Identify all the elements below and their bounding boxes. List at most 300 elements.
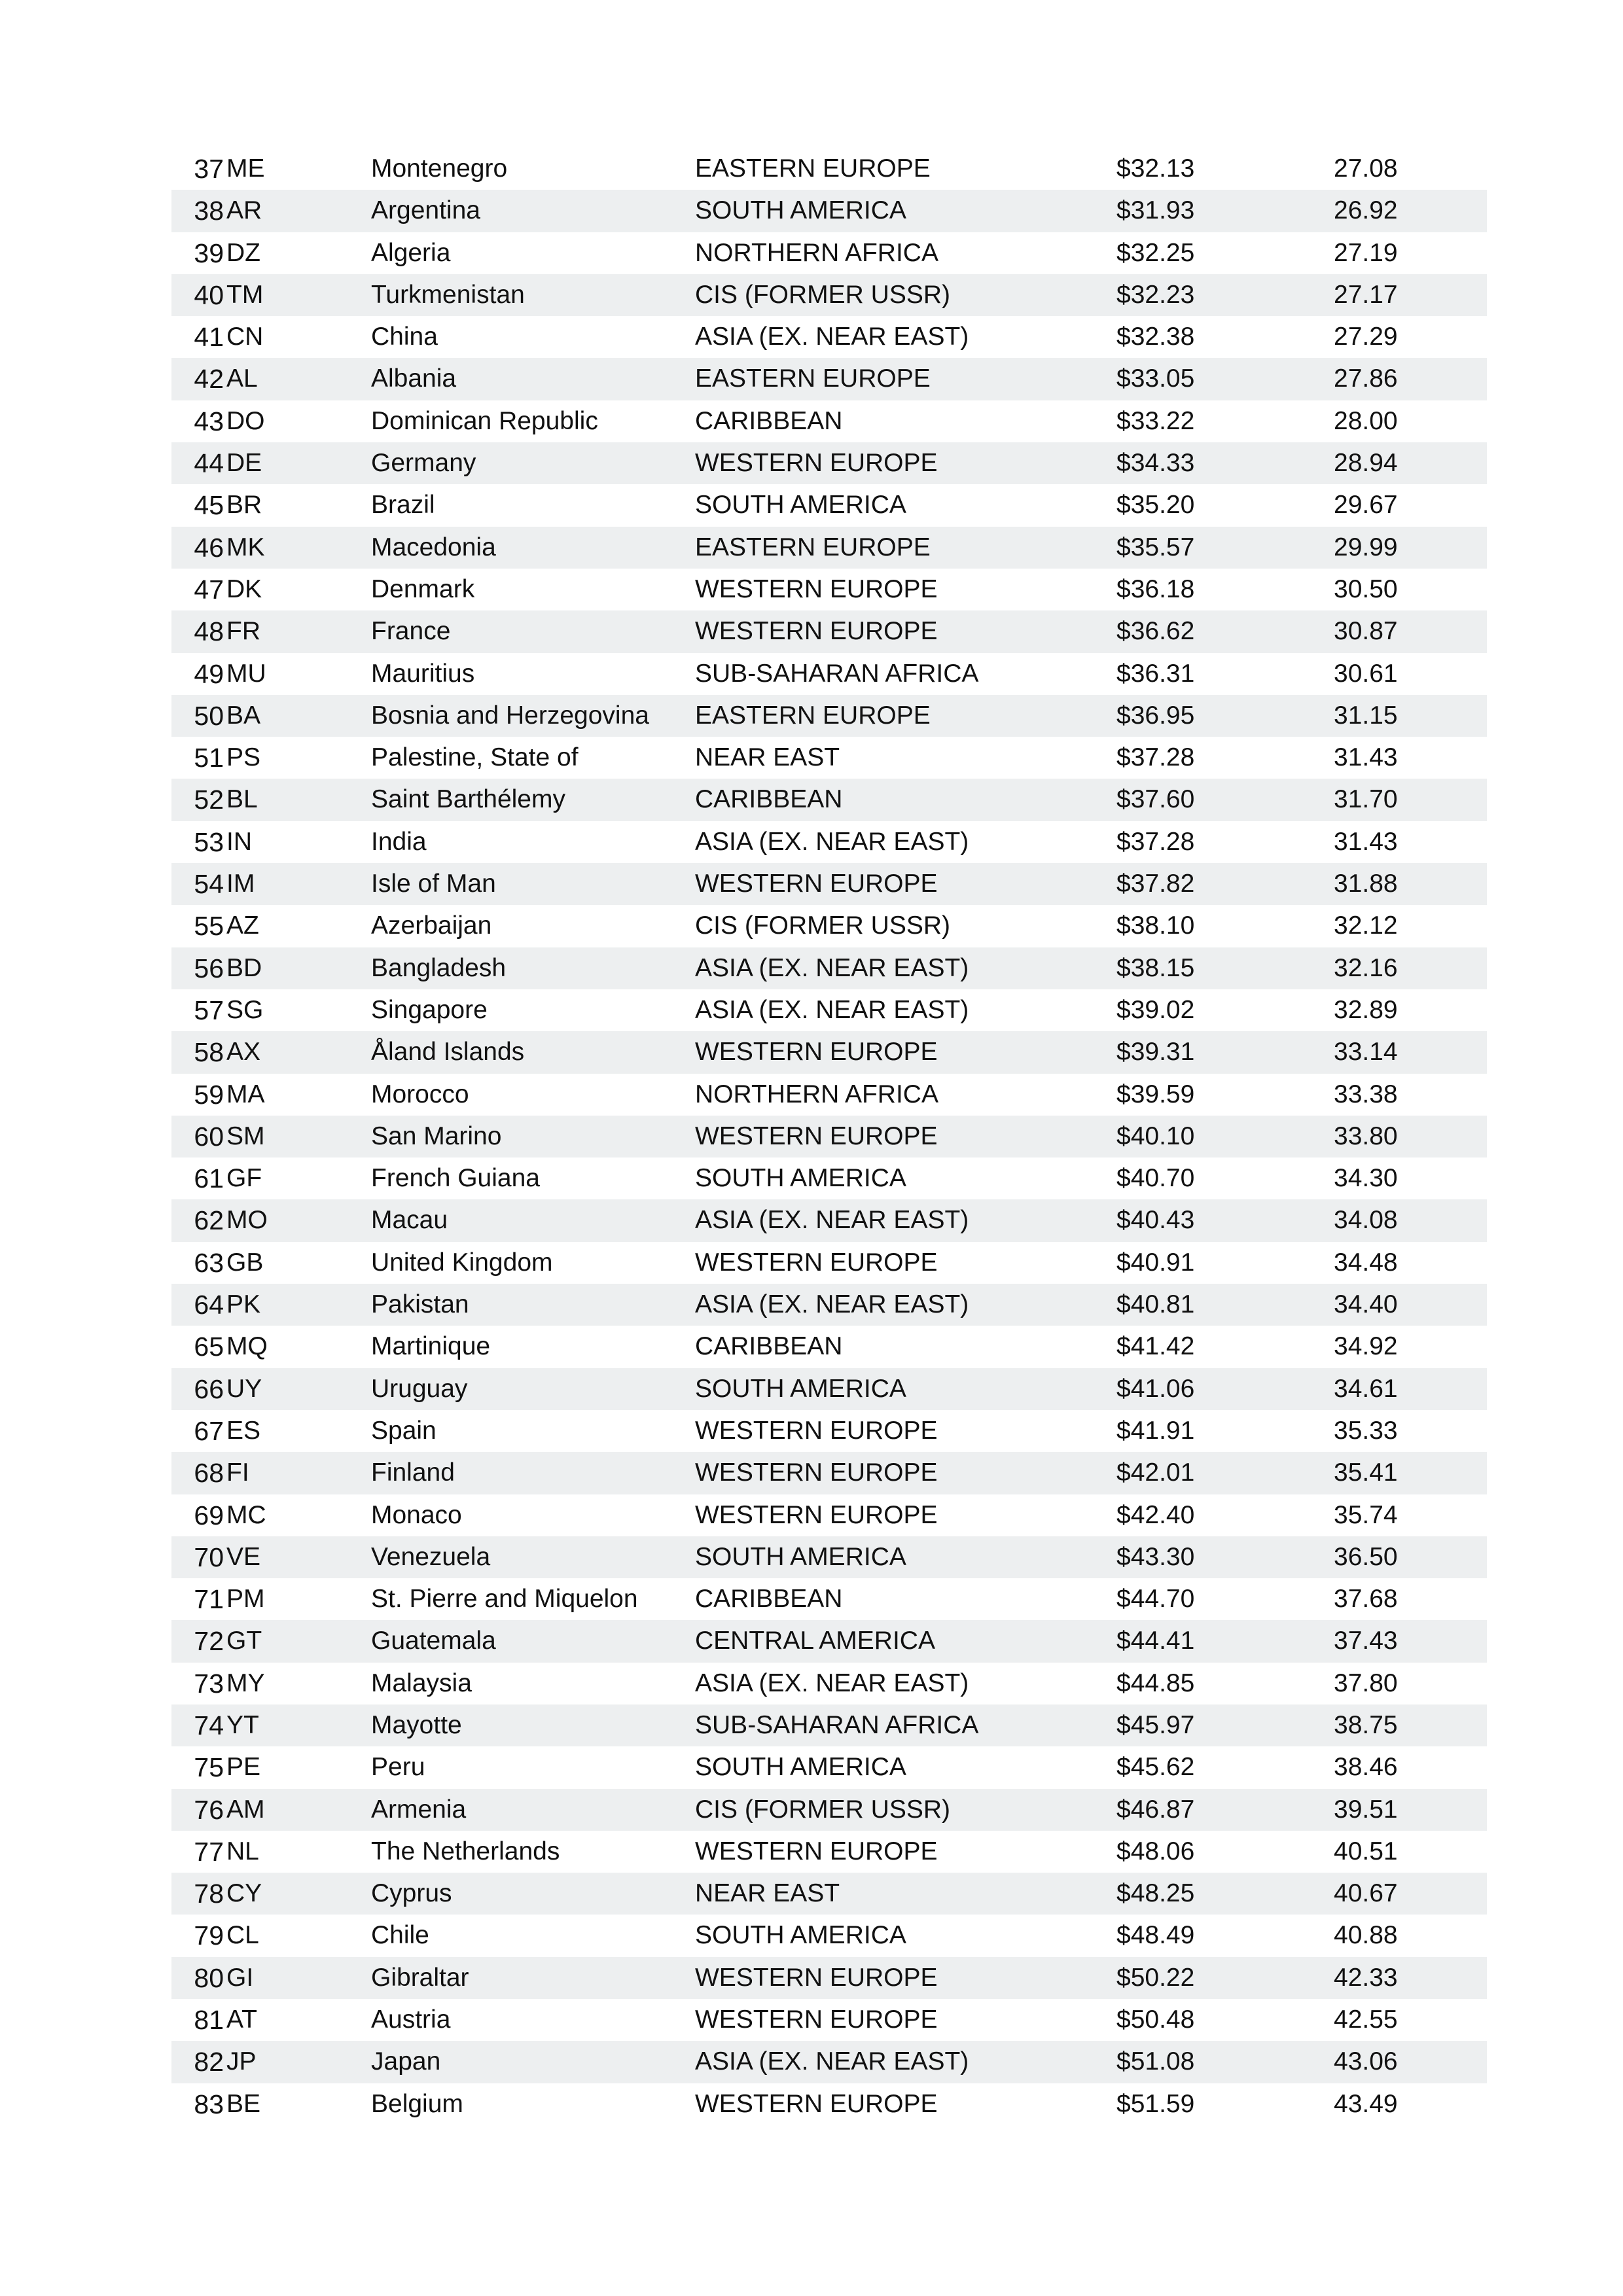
region-cell: WESTERN EUROPE	[695, 1416, 938, 1445]
value-cell: 27.19	[1334, 238, 1398, 267]
price-cell: $44.70	[1116, 1585, 1195, 1614]
rank-cell: 73	[194, 1668, 224, 1699]
value-cell: 31.88	[1334, 870, 1398, 898]
code-cell: MQ	[226, 1332, 268, 1361]
table-row	[171, 737, 1487, 779]
value-cell: 43.06	[1334, 2047, 1398, 2076]
table-row	[171, 358, 1487, 400]
price-cell: $32.25	[1116, 238, 1195, 267]
value-cell: 40.88	[1334, 1921, 1398, 1950]
code-cell: AR	[226, 196, 262, 225]
rank-cell: 37	[194, 154, 224, 184]
rank-cell: 77	[194, 1836, 224, 1867]
rank-cell: 68	[194, 1458, 224, 1489]
rank-cell: 81	[194, 2005, 224, 2036]
value-cell: 42.33	[1334, 1963, 1398, 1992]
region-cell: ASIA (EX. NEAR EAST)	[695, 953, 969, 982]
value-cell: 32.16	[1334, 953, 1398, 982]
code-cell: GI	[226, 1963, 254, 1992]
country-price-table	[171, 148, 1487, 2125]
table-row	[171, 400, 1487, 442]
country-cell: Cyprus	[371, 1879, 452, 1908]
rank-cell: 67	[194, 1415, 224, 1446]
price-cell: $42.01	[1116, 1458, 1195, 1487]
rank-cell: 52	[194, 785, 224, 815]
region-cell: WESTERN EUROPE	[695, 1122, 938, 1150]
rank-cell: 75	[194, 1752, 224, 1783]
price-cell: $37.28	[1116, 743, 1195, 772]
country-cell: Mauritius	[371, 659, 475, 688]
value-cell: 36.50	[1334, 1542, 1398, 1571]
country-cell: Turkmenistan	[371, 280, 525, 309]
region-cell: EASTERN EUROPE	[695, 701, 931, 730]
region-cell: CIS (FORMER USSR)	[695, 280, 950, 309]
country-cell: Palestine, State of	[371, 743, 579, 772]
value-cell: 31.43	[1334, 827, 1398, 856]
code-cell: AX	[226, 1038, 261, 1067]
code-cell: TM	[226, 280, 264, 309]
price-cell: $48.25	[1116, 1879, 1195, 1908]
region-cell: ASIA (EX. NEAR EAST)	[695, 1206, 969, 1235]
price-cell: $39.59	[1116, 1080, 1195, 1108]
price-cell: $36.62	[1116, 617, 1195, 646]
table-row	[171, 1410, 1487, 1452]
value-cell: 37.80	[1334, 1669, 1398, 1697]
code-cell: MO	[226, 1206, 268, 1235]
code-cell: BA	[226, 701, 261, 730]
code-cell: AZ	[226, 911, 259, 940]
table-row	[171, 148, 1487, 190]
region-cell: SOUTH AMERICA	[695, 491, 906, 520]
country-cell: Montenegro	[371, 154, 508, 183]
rank-cell: 60	[194, 1121, 224, 1152]
code-cell: GF	[226, 1164, 262, 1193]
code-cell: MC	[226, 1500, 266, 1529]
code-cell: DZ	[226, 238, 260, 267]
country-cell: Japan	[371, 2047, 441, 2076]
value-cell: 33.38	[1334, 1080, 1398, 1108]
code-cell: ME	[226, 154, 265, 183]
value-cell: 34.61	[1334, 1374, 1398, 1403]
region-cell: WESTERN EUROPE	[695, 1837, 938, 1865]
country-cell: Finland	[371, 1458, 455, 1487]
table-row	[171, 1663, 1487, 1704]
value-cell: 38.75	[1334, 1710, 1398, 1739]
code-cell: BR	[226, 491, 262, 520]
table-row	[171, 1157, 1487, 1199]
price-cell: $35.57	[1116, 533, 1195, 561]
country-cell: Armenia	[371, 1795, 467, 1824]
rank-cell: 38	[194, 196, 224, 226]
price-cell: $48.49	[1116, 1921, 1195, 1950]
country-cell: Macau	[371, 1206, 448, 1235]
rank-cell: 74	[194, 1710, 224, 1740]
rank-cell: 45	[194, 490, 224, 521]
region-cell: WESTERN EUROPE	[695, 1963, 938, 1992]
region-cell: CARIBBEAN	[695, 406, 843, 435]
value-cell: 31.70	[1334, 785, 1398, 814]
table-row	[171, 1915, 1487, 1956]
value-cell: 43.49	[1334, 2089, 1398, 2118]
region-cell: NORTHERN AFRICA	[695, 238, 938, 267]
country-cell: Algeria	[371, 238, 451, 267]
country-cell: Morocco	[371, 1080, 469, 1108]
country-cell: Austria	[371, 2005, 451, 2034]
price-cell: $50.48	[1116, 2005, 1195, 2034]
table-row	[171, 2083, 1487, 2125]
country-cell: Saint Barthélemy	[371, 785, 565, 814]
table-row	[171, 1831, 1487, 1873]
rank-cell: 42	[194, 364, 224, 395]
table-row	[171, 1284, 1487, 1326]
country-cell: Bangladesh	[371, 953, 507, 982]
region-cell: ASIA (EX. NEAR EAST)	[695, 323, 969, 351]
region-cell: EASTERN EUROPE	[695, 533, 931, 561]
code-cell: AM	[226, 1795, 265, 1824]
country-cell: Argentina	[371, 196, 480, 225]
country-cell: Singapore	[371, 995, 488, 1024]
table-row	[171, 2041, 1487, 2083]
value-cell: 30.61	[1334, 659, 1398, 688]
country-cell: Azerbaijan	[371, 911, 492, 940]
price-cell: $36.31	[1116, 659, 1195, 688]
value-cell: 39.51	[1334, 1795, 1398, 1824]
code-cell: DE	[226, 449, 262, 478]
country-cell: Monaco	[371, 1500, 462, 1529]
rank-cell: 66	[194, 1373, 224, 1404]
region-cell: ASIA (EX. NEAR EAST)	[695, 1290, 969, 1319]
table-row	[171, 610, 1487, 652]
region-cell: SOUTH AMERICA	[695, 196, 906, 225]
table-row	[171, 442, 1487, 484]
code-cell: YT	[226, 1710, 259, 1739]
price-cell: $38.15	[1116, 953, 1195, 982]
table-row	[171, 274, 1487, 316]
price-cell: $44.85	[1116, 1669, 1195, 1697]
value-cell: 34.40	[1334, 1290, 1398, 1319]
code-cell: UY	[226, 1374, 262, 1403]
code-cell: MY	[226, 1669, 265, 1697]
table-row	[171, 232, 1487, 274]
price-cell: $45.97	[1116, 1710, 1195, 1739]
value-cell: 35.74	[1334, 1500, 1398, 1529]
price-cell: $36.95	[1116, 701, 1195, 730]
region-cell: WESTERN EUROPE	[695, 2089, 938, 2118]
table-row	[171, 1536, 1487, 1578]
price-cell: $40.10	[1116, 1122, 1195, 1150]
value-cell: 29.99	[1334, 533, 1398, 561]
code-cell: CN	[226, 323, 264, 351]
price-cell: $38.10	[1116, 911, 1195, 940]
rank-cell: 57	[194, 995, 224, 1025]
region-cell: SOUTH AMERICA	[695, 1921, 906, 1950]
country-cell: Peru	[371, 1753, 425, 1782]
region-cell: NORTHERN AFRICA	[695, 1080, 938, 1108]
region-cell: WESTERN EUROPE	[695, 2005, 938, 2034]
table-row	[171, 779, 1487, 821]
rank-cell: 39	[194, 238, 224, 268]
price-cell: $43.30	[1116, 1542, 1195, 1571]
country-cell: San Marino	[371, 1122, 502, 1150]
code-cell: BL	[226, 785, 258, 814]
country-cell: Mayotte	[371, 1710, 462, 1739]
code-cell: DK	[226, 574, 262, 603]
price-cell: $45.62	[1116, 1753, 1195, 1782]
country-cell: Martinique	[371, 1332, 491, 1361]
price-cell: $44.41	[1116, 1627, 1195, 1655]
table-row	[171, 1326, 1487, 1368]
country-cell: St. Pierre and Miquelon	[371, 1585, 638, 1614]
code-cell: CY	[226, 1879, 262, 1908]
table-row	[171, 1074, 1487, 1116]
code-cell: SG	[226, 995, 264, 1024]
region-cell: WESTERN EUROPE	[695, 617, 938, 646]
price-cell: $40.70	[1116, 1164, 1195, 1193]
table-row	[171, 947, 1487, 989]
region-cell: SUB-SAHARAN AFRICA	[695, 659, 979, 688]
code-cell: MA	[226, 1080, 265, 1108]
price-cell: $36.18	[1116, 574, 1195, 603]
region-cell: ASIA (EX. NEAR EAST)	[695, 1669, 969, 1697]
code-cell: AT	[226, 2005, 257, 2034]
table-row	[171, 316, 1487, 358]
price-cell: $40.91	[1116, 1248, 1195, 1277]
price-cell: $33.05	[1116, 364, 1195, 393]
code-cell: GT	[226, 1627, 262, 1655]
region-cell: NEAR EAST	[695, 1879, 840, 1908]
value-cell: 27.86	[1334, 364, 1398, 393]
country-cell: Albania	[371, 364, 457, 393]
rank-cell: 63	[194, 1247, 224, 1278]
country-cell: Brazil	[371, 491, 435, 520]
value-cell: 27.17	[1334, 280, 1398, 309]
country-cell: Chile	[371, 1921, 429, 1950]
table-row	[171, 905, 1487, 947]
rank-cell: 82	[194, 2047, 224, 2077]
value-cell: 29.67	[1334, 491, 1398, 520]
value-cell: 34.08	[1334, 1206, 1398, 1235]
region-cell: WESTERN EUROPE	[695, 1038, 938, 1067]
code-cell: ES	[226, 1416, 261, 1445]
value-cell: 34.48	[1334, 1248, 1398, 1277]
price-cell: $32.13	[1116, 154, 1195, 183]
table-row	[171, 989, 1487, 1031]
country-cell: The Netherlands	[371, 1837, 560, 1865]
code-cell: GB	[226, 1248, 264, 1277]
price-cell: $41.42	[1116, 1332, 1195, 1361]
country-cell: French Guiana	[371, 1164, 540, 1193]
rank-cell: 71	[194, 1584, 224, 1615]
table-row	[171, 821, 1487, 863]
country-cell: Spain	[371, 1416, 437, 1445]
rank-cell: 50	[194, 700, 224, 731]
country-cell: Åland Islands	[371, 1038, 525, 1067]
code-cell: PE	[226, 1753, 261, 1782]
country-cell: Uruguay	[371, 1374, 468, 1403]
table-row	[171, 1746, 1487, 1788]
price-cell: $37.82	[1116, 870, 1195, 898]
region-cell: CIS (FORMER USSR)	[695, 1795, 950, 1824]
price-cell: $48.06	[1116, 1837, 1195, 1865]
region-cell: WESTERN EUROPE	[695, 1500, 938, 1529]
country-cell: Malaysia	[371, 1669, 472, 1697]
table-row	[171, 190, 1487, 232]
value-cell: 35.41	[1334, 1458, 1398, 1487]
country-cell: Bosnia and Herzegovina	[371, 701, 649, 730]
region-cell: EASTERN EUROPE	[695, 364, 931, 393]
price-cell: $39.31	[1116, 1038, 1195, 1067]
country-cell: China	[371, 323, 438, 351]
value-cell: 32.89	[1334, 995, 1398, 1024]
value-cell: 27.08	[1334, 154, 1398, 183]
table-row	[171, 1199, 1487, 1241]
rank-cell: 48	[194, 616, 224, 647]
rank-cell: 76	[194, 1794, 224, 1825]
rank-cell: 55	[194, 911, 224, 942]
rank-cell: 49	[194, 658, 224, 689]
country-cell: India	[371, 827, 427, 856]
rank-cell: 41	[194, 322, 224, 353]
price-cell: $40.81	[1116, 1290, 1195, 1319]
value-cell: 35.33	[1334, 1416, 1398, 1445]
value-cell: 34.92	[1334, 1332, 1398, 1361]
rank-cell: 46	[194, 532, 224, 563]
value-cell: 34.30	[1334, 1164, 1398, 1193]
price-cell: $35.20	[1116, 491, 1195, 520]
rank-cell: 54	[194, 869, 224, 900]
code-cell: FI	[226, 1458, 249, 1487]
rank-cell: 72	[194, 1626, 224, 1657]
region-cell: CARIBBEAN	[695, 1585, 843, 1614]
price-cell: $34.33	[1116, 449, 1195, 478]
price-cell: $37.28	[1116, 827, 1195, 856]
price-cell: $42.40	[1116, 1500, 1195, 1529]
code-cell: BE	[226, 2089, 261, 2118]
value-cell: 42.55	[1334, 2005, 1398, 2034]
code-cell: NL	[226, 1837, 259, 1865]
table-row	[171, 1116, 1487, 1157]
code-cell: DO	[226, 406, 265, 435]
rank-cell: 59	[194, 1079, 224, 1110]
region-cell: SUB-SAHARAN AFRICA	[695, 1710, 979, 1739]
value-cell: 28.00	[1334, 406, 1398, 435]
price-cell: $51.59	[1116, 2089, 1195, 2118]
price-cell: $32.23	[1116, 280, 1195, 309]
rank-cell: 56	[194, 953, 224, 983]
value-cell: 33.14	[1334, 1038, 1398, 1067]
country-cell: Dominican Republic	[371, 406, 598, 435]
value-cell: 30.87	[1334, 617, 1398, 646]
code-cell: MU	[226, 659, 266, 688]
table-row	[171, 1704, 1487, 1746]
table-row	[171, 1494, 1487, 1536]
value-cell: 26.92	[1334, 196, 1398, 225]
rank-cell: 43	[194, 406, 224, 436]
rank-cell: 40	[194, 279, 224, 310]
region-cell: WESTERN EUROPE	[695, 870, 938, 898]
rank-cell: 51	[194, 743, 224, 773]
table-row	[171, 1578, 1487, 1620]
code-cell: AL	[226, 364, 258, 393]
region-cell: WESTERN EUROPE	[695, 1458, 938, 1487]
price-cell: $39.02	[1116, 995, 1195, 1024]
code-cell: BD	[226, 953, 262, 982]
region-cell: CENTRAL AMERICA	[695, 1627, 935, 1655]
rank-cell: 44	[194, 448, 224, 479]
country-cell: Gibraltar	[371, 1963, 469, 1992]
region-cell: WESTERN EUROPE	[695, 1248, 938, 1277]
price-cell: $41.06	[1116, 1374, 1195, 1403]
table-row	[171, 1957, 1487, 1999]
country-cell: Macedonia	[371, 533, 496, 561]
value-cell: 31.43	[1334, 743, 1398, 772]
table-row	[171, 1242, 1487, 1284]
region-cell: CARIBBEAN	[695, 1332, 843, 1361]
table-row	[171, 1873, 1487, 1915]
region-cell: WESTERN EUROPE	[695, 449, 938, 478]
code-cell: SM	[226, 1122, 265, 1150]
code-cell: JP	[226, 2047, 257, 2076]
country-cell: Denmark	[371, 574, 475, 603]
value-cell: 40.51	[1334, 1837, 1398, 1865]
country-cell: Venezuela	[371, 1542, 491, 1571]
country-cell: Isle of Man	[371, 870, 496, 898]
region-cell: SOUTH AMERICA	[695, 1542, 906, 1571]
table-row	[171, 1031, 1487, 1073]
price-cell: $41.91	[1116, 1416, 1195, 1445]
region-cell: SOUTH AMERICA	[695, 1164, 906, 1193]
table-row	[171, 1789, 1487, 1831]
code-cell: PK	[226, 1290, 261, 1319]
region-cell: NEAR EAST	[695, 743, 840, 772]
rank-cell: 47	[194, 574, 224, 605]
table-row	[171, 1452, 1487, 1494]
rank-cell: 69	[194, 1500, 224, 1530]
region-cell: SOUTH AMERICA	[695, 1374, 906, 1403]
table-row	[171, 653, 1487, 695]
table-row	[171, 695, 1487, 737]
code-cell: IM	[226, 870, 255, 898]
price-cell: $51.08	[1116, 2047, 1195, 2076]
price-cell: $50.22	[1116, 1963, 1195, 1992]
rank-cell: 53	[194, 826, 224, 857]
rank-cell: 61	[194, 1163, 224, 1194]
value-cell: 40.67	[1334, 1879, 1398, 1908]
value-cell: 38.46	[1334, 1753, 1398, 1782]
country-cell: Germany	[371, 449, 476, 478]
region-cell: ASIA (EX. NEAR EAST)	[695, 2047, 969, 2076]
rank-cell: 58	[194, 1037, 224, 1068]
table-row	[171, 527, 1487, 569]
price-cell: $31.93	[1116, 196, 1195, 225]
value-cell: 33.80	[1334, 1122, 1398, 1150]
country-cell: France	[371, 617, 451, 646]
code-cell: CL	[226, 1921, 259, 1950]
rank-cell: 64	[194, 1290, 224, 1320]
table-row	[171, 1999, 1487, 2041]
value-cell: 31.15	[1334, 701, 1398, 730]
rank-cell: 79	[194, 1920, 224, 1951]
table-row	[171, 863, 1487, 905]
region-cell: ASIA (EX. NEAR EAST)	[695, 995, 969, 1024]
code-cell: IN	[226, 827, 252, 856]
value-cell: 28.94	[1334, 449, 1398, 478]
value-cell: 30.50	[1334, 574, 1398, 603]
table-row	[171, 1368, 1487, 1410]
value-cell: 37.43	[1334, 1627, 1398, 1655]
value-cell: 27.29	[1334, 323, 1398, 351]
region-cell: ASIA (EX. NEAR EAST)	[695, 827, 969, 856]
